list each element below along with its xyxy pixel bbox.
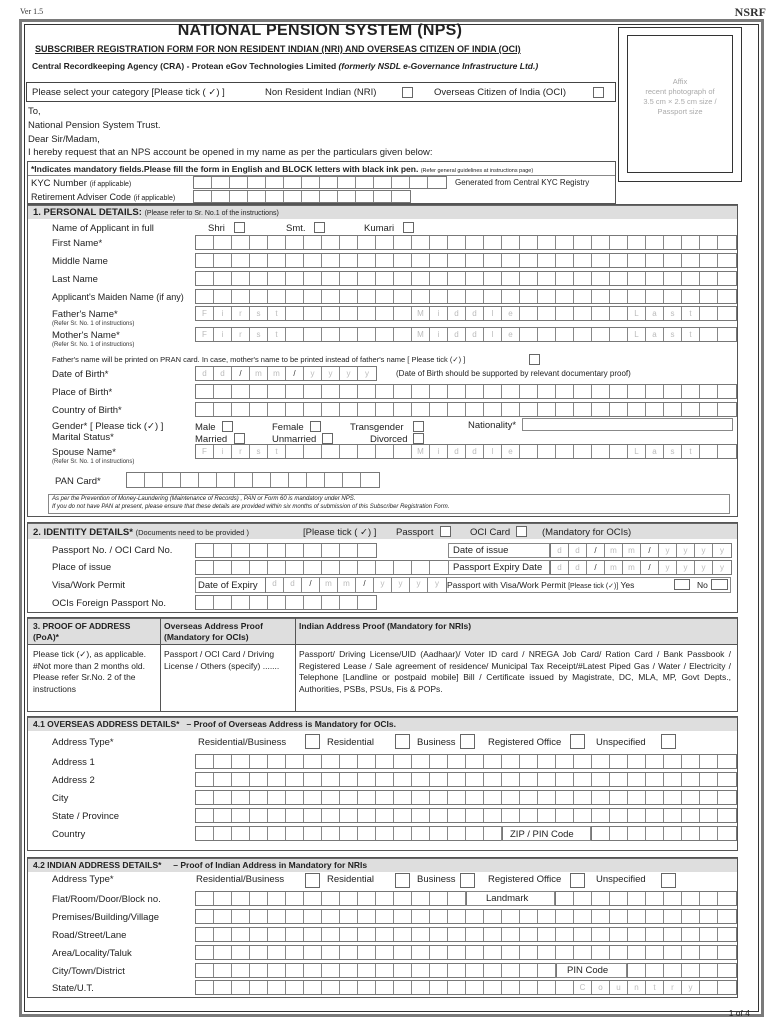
mandatory-note — [31, 164, 533, 174]
section-42-title-row — [33, 860, 367, 870]
last-name-input[interactable] — [195, 271, 737, 286]
category-nri-label: Non Resident Indian (NRI) — [265, 87, 377, 98]
passport-expiry-label: Passport Expiry Date — [453, 562, 543, 573]
gender-label: Gender* [ Please tick (✓) ] — [52, 421, 164, 432]
dob-label: Date of Birth* — [52, 369, 109, 380]
place-of-birth-input[interactable] — [195, 384, 737, 399]
pan-note-2: If you do not have PAN at present, please ensure that these details are provided within six months of submission of this Subscriber Registration Form. — [52, 504, 450, 510]
name-in-full-label: Name of Applicant in full — [52, 223, 154, 234]
first-name-label: First Name* — [52, 238, 103, 249]
section-1-note: (Please refer to Sr. No.1 of the instructions) — [144, 210, 279, 217]
oci-foreign-passport-input[interactable] — [195, 595, 377, 610]
place-of-issue-label: Place of issue — [52, 562, 112, 573]
nationality-input[interactable] — [522, 418, 733, 431]
passport-with-visa-text: Passport with Visa/Work Permit — [447, 580, 566, 590]
section-3-header-divider — [28, 644, 737, 645]
overseas-type-reg-checkbox[interactable] — [570, 734, 585, 749]
overseas-proof-title: Overseas Address Proof (Mandatory for OCIs) — [164, 621, 263, 642]
indian-type-reg-checkbox[interactable] — [570, 873, 585, 888]
form-title: NATIONAL PENSION SYSTEM (NPS) — [177, 22, 463, 39]
mother-name-input[interactable]: F i r s t M i d d l e L a s t — [195, 327, 737, 342]
last-name-label: Last Name — [52, 274, 98, 285]
id-passport-checkbox[interactable] — [440, 526, 451, 537]
dob-note: (Date of Birth should be supported by relevant documentary proof) — [396, 369, 631, 378]
visa-expiry-input[interactable]: d d / m m / y y y y — [265, 577, 447, 593]
spouse-name-label: Spouse Name* — [52, 447, 116, 458]
kyc-number-input[interactable] — [193, 176, 447, 189]
pran-mother-name-checkbox[interactable] — [529, 354, 540, 365]
father-name-label: Father's Name* — [52, 309, 118, 320]
indian-proof-list: Passport/ Driving License/UID (Aadhaar)/ Voter ID card / NREGA Job Card/ Ration Card / Bank Passbook / Registered Lease / Sale agreement of residence/ Municipal Tax Receipt/#Latest Piped Gas / Water / Electricity / Telephone [Landline or postpaid mobile] Bill / Certificate issued by Magistrate, DC, MLA, MP, Govt Depts., Authorities, PSBs, PSUs, Fis & POPs. — [299, 649, 731, 694]
marital-status-label: Marital Status* — [52, 432, 114, 443]
maiden-name-label: Applicant's Maiden Name (if any) — [52, 292, 184, 302]
category-nri-checkbox[interactable] — [402, 87, 413, 98]
pan-note-1: As per the Prevention of Money-Laundering (Maintenance of Records) , PAN or Form 60 is mandatory under NPS. — [52, 496, 356, 502]
overseas-country-label: Country — [52, 829, 86, 840]
indian-type-unspec-label: Unspecified — [596, 874, 646, 885]
mandatory-note-text: *Indicates mandatory fields.Please fill the form in English and BLOCK letters with black ink pen. — [31, 164, 419, 174]
overseas-type-unspec-checkbox[interactable] — [661, 734, 676, 749]
road-label: Road/Street/Lane — [52, 930, 127, 941]
visa-yes-checkbox[interactable] — [674, 579, 690, 590]
section-2-title: 2. IDENTITY DETAILS* — [33, 527, 133, 538]
section-3-col-divider-1 — [160, 618, 161, 711]
title-kumari-checkbox[interactable] — [403, 222, 414, 233]
overseas-city-input[interactable] — [195, 790, 737, 805]
indian-city-label: City/Town/District — [52, 966, 125, 977]
id-oci-label: OCI Card — [470, 527, 511, 538]
nationality-label: Nationality* — [468, 420, 517, 431]
area-input[interactable] — [195, 945, 737, 960]
date-of-expiry-label: Date of Expiry — [198, 580, 258, 591]
address1-label: Address 1 — [52, 757, 95, 768]
title-shri-label: Shri — [208, 223, 225, 234]
overseas-state-input[interactable] — [195, 808, 737, 823]
cra-formerly: (formerly NSDL e-Governance Infrastructure Ltd.) — [338, 61, 539, 71]
poa-title: 3. PROOF OF ADDRESS (PoA)* — [33, 621, 131, 642]
premises-label: Premises/Building/Village — [52, 912, 160, 923]
date-of-issue-input[interactable]: d d / m m / y y y y — [550, 543, 732, 558]
form-subtitle: SUBSCRIBER REGISTRATION FORM FOR NON RESIDENT INDIAN (NRI) AND OVERSEAS CITIZEN OF INDIA (OCI) — [35, 44, 521, 54]
middle-name-input[interactable] — [195, 253, 737, 268]
section-42-subtitle: – Proof of Indian Address in Mandatory for NRIs — [173, 860, 368, 870]
pan-card-input[interactable] — [126, 472, 380, 488]
indian-state-input[interactable]: C o u n t r y — [195, 980, 737, 995]
gender-transgender-checkbox[interactable] — [413, 421, 424, 432]
title-smt-checkbox[interactable] — [314, 222, 325, 233]
gender-male-checkbox[interactable] — [222, 421, 233, 432]
letter-to: To, — [28, 106, 41, 117]
passport-no-label: Passport No. / OCI Card No. — [52, 545, 173, 556]
marital-married-checkbox[interactable] — [234, 433, 245, 444]
landmark-input[interactable] — [555, 891, 737, 906]
title-shri-checkbox[interactable] — [234, 222, 245, 233]
category-oci-checkbox[interactable] — [593, 87, 604, 98]
letter-addressee: National Pension System Trust. — [28, 120, 161, 131]
overseas-city-label: City — [52, 793, 69, 804]
passport-with-visa-label — [447, 580, 634, 590]
indian-state-label: State/U.T. — [52, 983, 94, 994]
indian-type-res-bus-label: Residential/Business — [196, 874, 285, 885]
father-name-input[interactable]: F i r s t M i d d l e L a s t — [195, 306, 737, 321]
premises-input[interactable] — [195, 909, 737, 924]
indian-type-unspec-checkbox[interactable] — [661, 873, 676, 888]
page-number: 1 of 4 — [728, 1008, 750, 1018]
address1-input[interactable] — [195, 754, 737, 769]
poa-instructions: Please tick (✓), as applicable. #Not more than 2 months old. Please refer Sr.No. 2 of the instructions — [33, 649, 146, 694]
overseas-proof-list: Passport / OCI Card / Driving License / Others (specify) ....... — [164, 649, 280, 671]
overseas-type-res-checkbox[interactable] — [395, 734, 410, 749]
overseas-type-res-bus-checkbox[interactable] — [305, 734, 320, 749]
section-1-title-text: 1. PERSONAL DETAILS: — [33, 207, 142, 218]
visa-no-checkbox[interactable] — [711, 579, 728, 590]
overseas-state-label: State / Province — [52, 811, 120, 822]
passport-expiry-input[interactable]: d d / m m / y y y y — [550, 560, 732, 575]
dob-input[interactable]: d d / m m / y y y y — [195, 366, 377, 381]
title-kumari-label: Kumari — [364, 223, 395, 234]
place-of-issue-input[interactable] — [195, 560, 449, 575]
country-of-birth-input[interactable] — [195, 402, 737, 417]
letter-salutation: Dear Sir/Madam, — [28, 134, 100, 145]
flat-input[interactable] — [195, 891, 467, 906]
section-42-title: 4.2 INDIAN ADDRESS DETAILS* — [33, 860, 162, 870]
first-name-input[interactable] — [195, 235, 737, 250]
category-oci-label: Overseas Citizen of India (OCI) — [434, 87, 566, 98]
kyc-hint: (if applicable) — [89, 181, 132, 188]
pin-label: PIN Code — [567, 965, 609, 976]
photo-instructions — [627, 77, 733, 117]
middle-name-label: Middle Name — [52, 256, 108, 267]
id-passport-label: Passport — [396, 527, 434, 538]
id-oci-checkbox[interactable] — [516, 526, 527, 537]
form-code: NSRF — [734, 5, 766, 19]
pran-note: Father's name will be printed on PRAN card. In case, mother's name to be printed instead of father's name [ Please tick (✓) ] — [52, 355, 466, 364]
mother-name-label: Mother's Name* — [52, 330, 120, 341]
ra-label-text: Retirement Adviser Code — [31, 192, 132, 202]
indian-proof-title: Indian Address Proof (Mandatory for NRIs) — [299, 621, 472, 631]
photo-line-4: Passport size — [657, 107, 703, 116]
indian-city-input[interactable] — [195, 963, 557, 978]
refer-note: (Refer general guidelines at instructions page) — [420, 168, 534, 174]
indian-type-bus-label: Business — [417, 874, 456, 885]
overseas-type-bus-checkbox[interactable] — [460, 734, 475, 749]
letter-request: I hereby request that an NPS account be opened in my name as per the particulars given below: — [28, 147, 433, 158]
visa-yes-label: Yes — [620, 580, 635, 590]
section-3-col-divider-2 — [295, 618, 296, 711]
overseas-address-type-label: Address Type* — [52, 737, 114, 748]
section-1-title — [33, 207, 279, 218]
overseas-type-res-bus-label: Residential/Business — [198, 737, 287, 748]
father-refer-note: (Refer Sr. No. 1 of instructions) — [52, 321, 135, 327]
ra-hint: (if applicable) — [133, 195, 176, 202]
ra-code-input[interactable] — [193, 190, 411, 203]
section-41-title: 4.1 OVERSEAS ADDRESS DETAILS* — [33, 719, 180, 729]
country-of-birth-label: Country of Birth* — [52, 405, 122, 416]
photo-line-1: Affix — [672, 77, 688, 86]
cra-line — [32, 61, 538, 71]
indian-type-reg-label: Registered Office — [488, 874, 562, 885]
section-41-title-row — [33, 719, 396, 729]
gender-male-label: Male — [195, 422, 216, 433]
section-41-subtitle: – Proof of Overseas Address is Mandatory for OCIs. — [186, 719, 396, 729]
oci-foreign-passport-label: OCIs Foreign Passport No. — [52, 598, 167, 609]
kyc-label — [31, 178, 131, 189]
overseas-country-input[interactable] — [195, 826, 503, 841]
gender-female-checkbox[interactable] — [310, 421, 321, 432]
pin-input[interactable] — [627, 963, 737, 978]
area-label: Area/Locality/Taluk — [52, 948, 132, 959]
pan-card-label: PAN Card* — [55, 476, 101, 487]
gender-transgender-label: Transgender — [350, 422, 404, 433]
tick-small-note: [Please tick (✓)] — [568, 583, 619, 590]
section-2-title-row — [33, 527, 249, 538]
spouse-refer-note: (Refer Sr. No. 1 of instructions) — [52, 459, 135, 465]
photo-line-2: recent photograph of — [645, 87, 715, 96]
spouse-name-input[interactable]: F i r s t M i d d l e L a s t — [195, 444, 737, 459]
visa-label: Visa/Work Permit — [52, 580, 126, 591]
category-label: Please select your category [Please tick ( ✓) ] — [32, 87, 225, 98]
overseas-type-reg-label: Registered Office — [488, 737, 562, 748]
indian-type-bus-checkbox[interactable] — [460, 873, 475, 888]
marital-divorced-checkbox[interactable] — [413, 433, 424, 444]
overseas-type-unspec-label: Unspecified — [596, 737, 646, 748]
kyc-note: Generated from Central KYC Registry — [455, 178, 590, 187]
address2-input[interactable] — [195, 772, 737, 787]
title-smt-label: Smt. — [286, 223, 306, 234]
section-2-tick-note: [Please tick ( ✓) ] — [303, 527, 377, 538]
indian-address-type-label: Address Type* — [52, 874, 114, 885]
section-2-mandatory-note: (Mandatory for OCIs) — [542, 527, 632, 538]
date-of-issue-label: Date of issue — [453, 545, 509, 556]
cra-name: Central Recordkeeping Agency (CRA) - Protean eGov Technologies Limited — [32, 61, 337, 71]
ra-label — [31, 192, 175, 202]
indian-type-res-checkbox[interactable] — [395, 873, 410, 888]
overseas-type-bus-label: Business — [417, 737, 456, 748]
passport-no-input[interactable] — [195, 543, 377, 558]
marital-unmarried-checkbox[interactable] — [322, 433, 333, 444]
kyc-label-text: KYC Number — [31, 178, 87, 189]
flat-label: Flat/Room/Door/Block no. — [52, 894, 161, 905]
version-label: Ver 1.5 — [20, 7, 44, 16]
section-2-docs-note: (Documents need to be provided ) — [135, 528, 249, 537]
mother-refer-note: (Refer Sr. No. 1 of instructions) — [52, 342, 135, 348]
maiden-name-input[interactable] — [195, 289, 737, 304]
road-input[interactable] — [195, 927, 737, 942]
address2-label: Address 2 — [52, 775, 95, 786]
overseas-type-res-label: Residential — [327, 737, 374, 748]
marital-unmarried-label: Unmarried — [272, 434, 317, 445]
zip-label: ZIP / PIN Code — [510, 829, 574, 840]
place-of-birth-label: Place of Birth* — [52, 387, 113, 398]
marital-divorced-label: Divorced — [370, 434, 408, 445]
landmark-label: Landmark — [486, 893, 529, 904]
marital-married-label: Married — [195, 434, 228, 445]
visa-no-label: No — [697, 580, 708, 590]
gender-female-label: Female — [272, 422, 304, 433]
indian-type-res-bus-checkbox[interactable] — [305, 873, 320, 888]
photo-line-3: 3.5 cm × 2.5 cm size / — [643, 97, 717, 106]
zip-input[interactable] — [591, 826, 737, 841]
indian-type-res-label: Residential — [327, 874, 374, 885]
